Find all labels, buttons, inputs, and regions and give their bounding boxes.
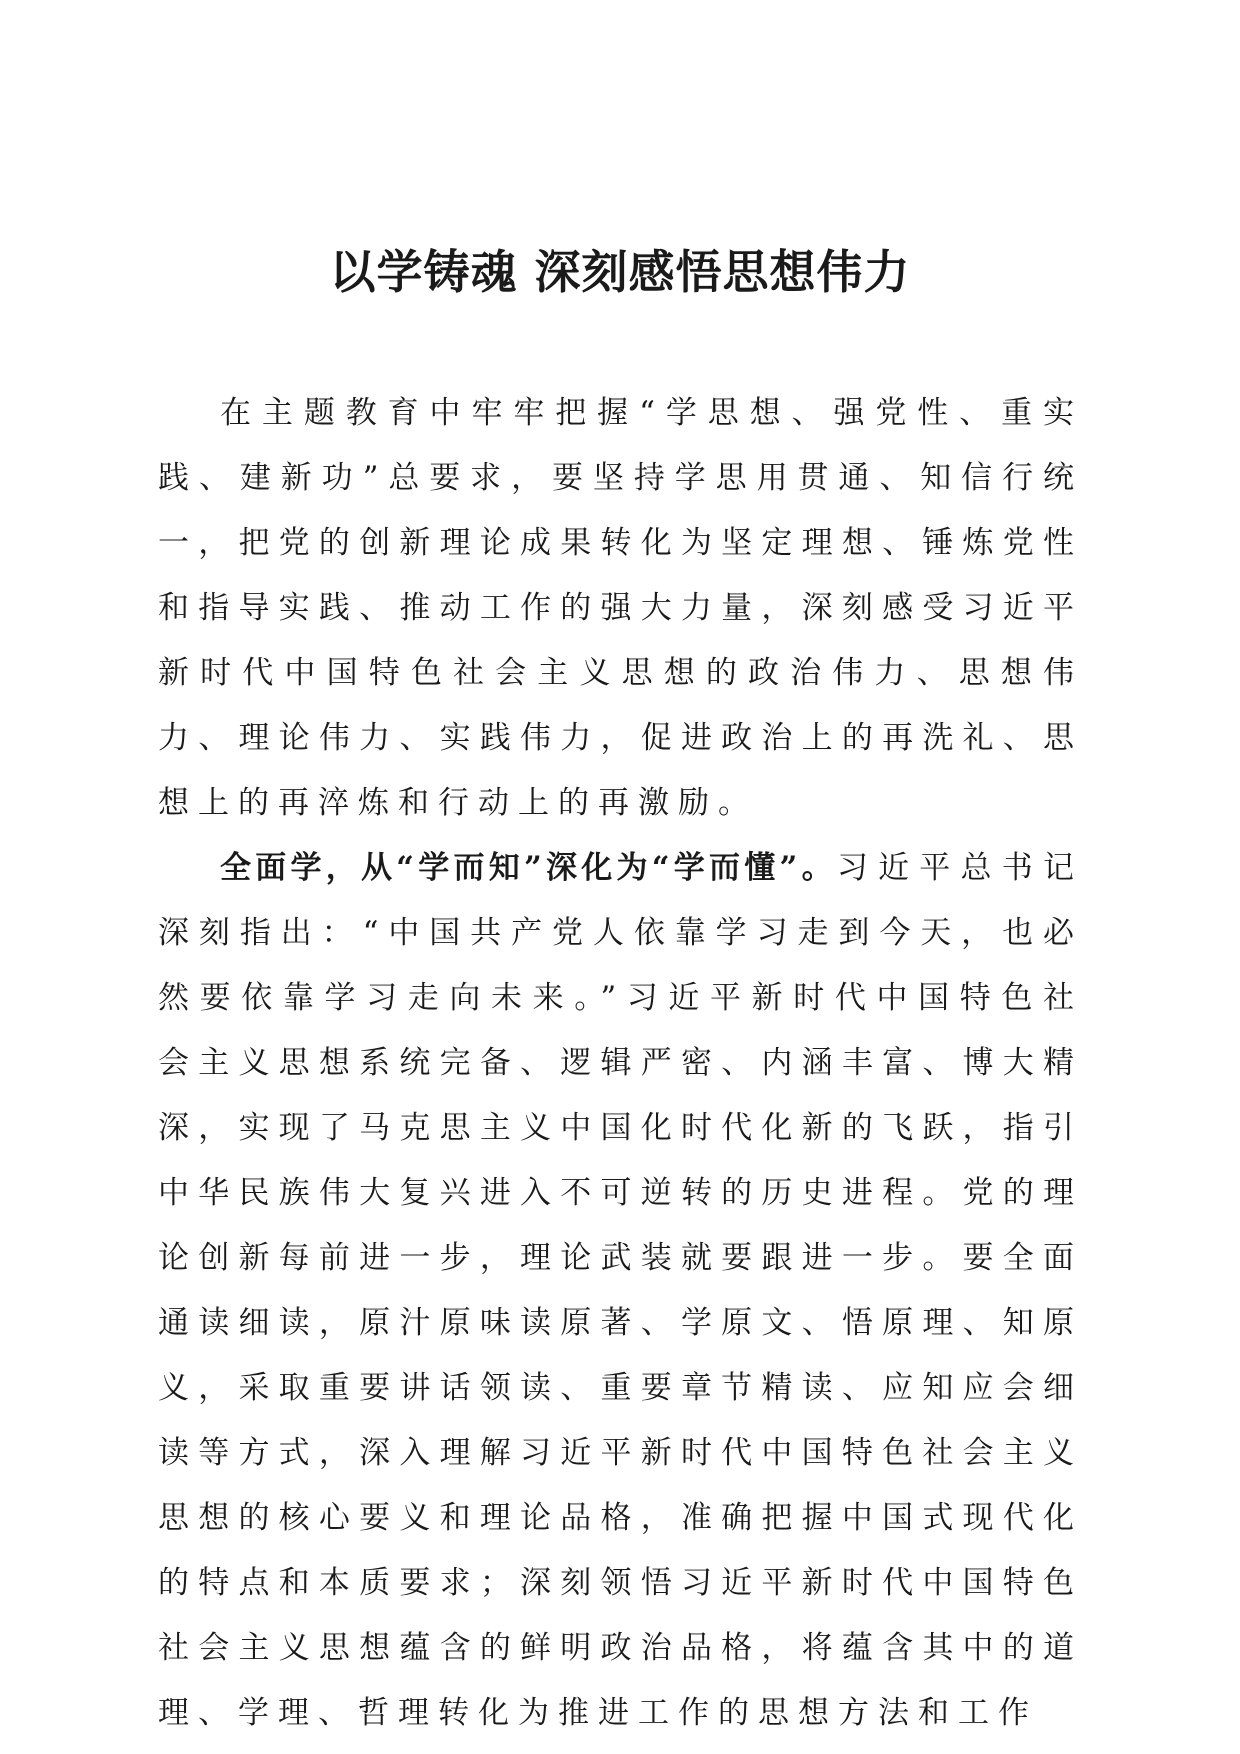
document-title: 以学铸魂 深刻感悟思想伟力 xyxy=(329,245,911,299)
paragraph-study-lead: 全面学，从“学而知”深化为“学而懂”。 xyxy=(220,850,837,886)
paragraph-intro-text: 在主题教育中牢牢把握“学思想、强党性、重实践、建新功”总要求，要坚持学思用贯通、知信行统一，把党的创新理论成果转化为坚定理想、锤炼党性和指导实践、推动工作的强大力量，深刻感受习近平新时代中国特色社会主义思想的政治伟力、思想伟力、理论伟力、实践伟力，促进政治上的再洗礼、思想上的再淬炼和行动上的再激励。 xyxy=(158,395,1083,821)
document-body xyxy=(158,381,1083,1746)
paragraph-study xyxy=(158,836,1083,1746)
paragraph-study-text: 习近平总书记深刻指出：“中国共产党人依靠学习走到今天，也必然要依靠学习走向未来。”习近平新时代中国特色社会主义思想系统完备、逻辑严密、内涵丰富、博大精深，实现了马克思主义中国化时代化新的飞跃，指引中华民族伟大复兴进入不可逆转的历史进程。党的理论创新每前进一步，理论武装就要跟进一步。要全面通读细读，原汁原味读原著、学原文、悟原理、知原义，采取重要讲话领读、重要章节精读、应知应会细读等方式，深入理解习近平新时代中国特色社会主义思想的核心要义和理论品格，准确把握中国式现代化的特点和本质要求；深刻领悟习近平新时代中国特色社会主义思想蕴含的鲜明政治品格，将蕴含其中的道理、学理、哲理转化为推进工作的思想方法和工作 xyxy=(158,850,1084,1731)
paragraph-intro xyxy=(158,381,1083,836)
